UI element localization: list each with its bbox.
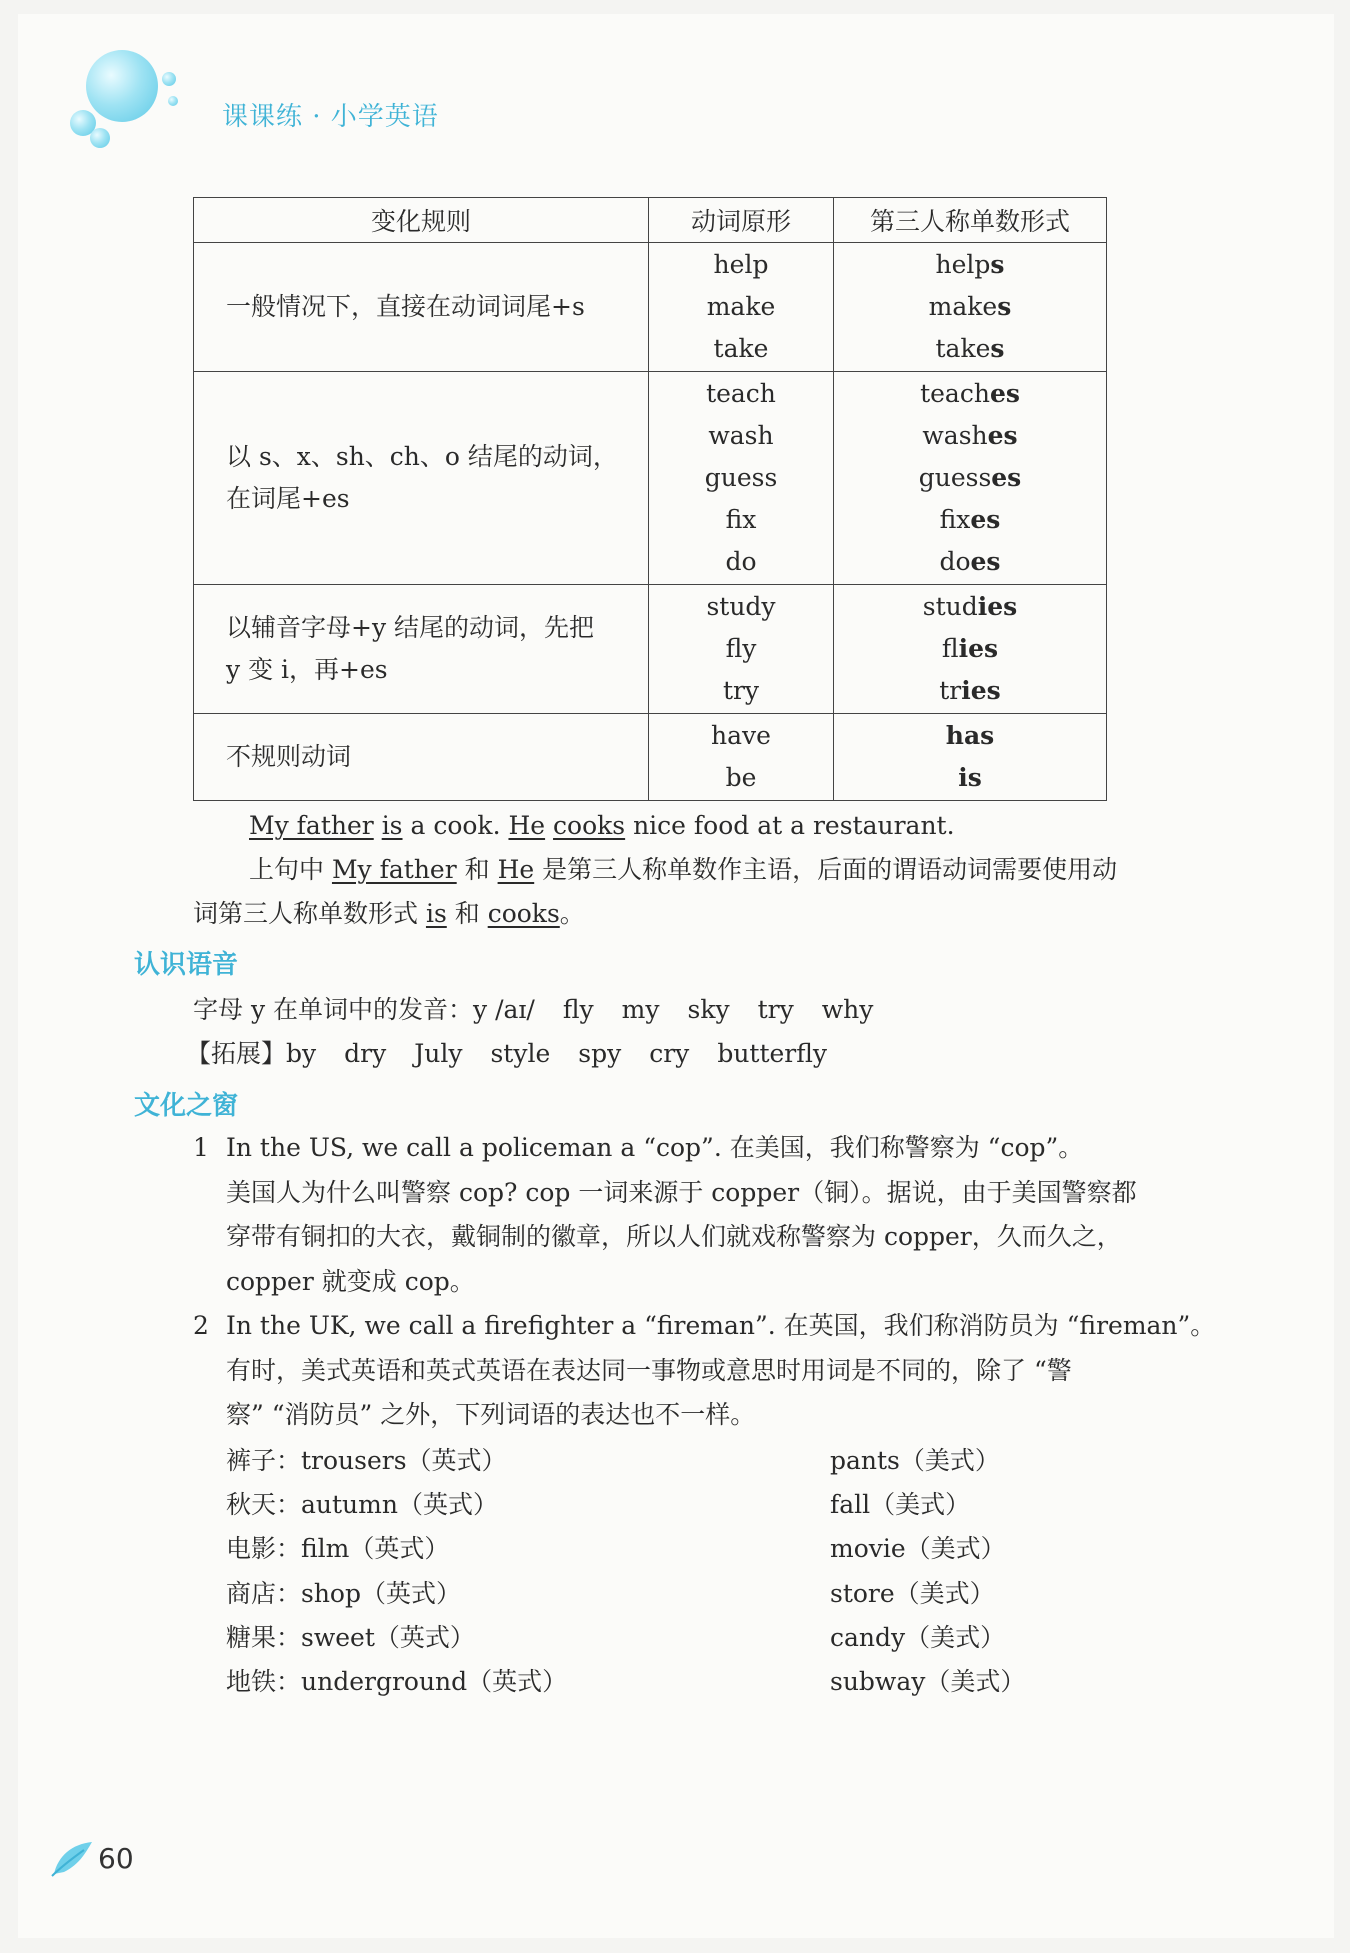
pair-us: store（美式）: [830, 1579, 995, 1608]
pair-uk: 商店：shop（英式）: [226, 1579, 461, 1608]
leaf-icon: [50, 1838, 94, 1878]
pair-uk: 秋天：autumn（英式）: [226, 1490, 498, 1519]
header-third: 第三人称单数形式: [834, 198, 1107, 243]
verb-rules-table: [193, 197, 1107, 801]
pair-uk: 裤子：trousers（英式）: [226, 1446, 507, 1475]
table-row: [194, 585, 1107, 714]
rule-text: 不规则动词: [194, 714, 649, 801]
base-forms: teach wash guess fix do: [649, 372, 834, 585]
base-forms: study fly try: [649, 585, 834, 714]
third-forms: has is: [834, 714, 1107, 801]
rule-text: 以 s、x、sh、ch、o 结尾的动词， 在词尾+es: [194, 372, 649, 585]
example-explanation-line2: 词第三人称单数形式 is 和 cooks。: [193, 899, 585, 928]
pair-us: fall（美式）: [830, 1490, 971, 1519]
section-title-culture: 文化之窗: [134, 1091, 239, 1121]
bubbles-logo-icon: [70, 50, 200, 160]
third-forms: teaches washes guesses fixes does: [834, 372, 1107, 585]
table-header-row: [194, 198, 1107, 243]
pair-us: candy（美式）: [830, 1623, 1006, 1652]
pair-uk: 糖果：sweet（英式）: [226, 1623, 475, 1652]
section-title-pronunciation: 认识语音: [134, 950, 239, 980]
header-rule: 变化规则: [194, 198, 649, 243]
third-forms: studies flies tries: [834, 585, 1107, 714]
header-title: 课课练 · 小学英语: [222, 102, 439, 132]
rule-text: 一般情况下，直接在动词词尾+s: [194, 243, 649, 372]
page-number: 60: [98, 1842, 134, 1875]
example-sentence: My father is a cook. He cooks nice food at a restaurant.: [249, 811, 955, 840]
pair-uk: 地铁：underground（英式）: [226, 1667, 568, 1696]
pair-us: pants（美式）: [830, 1446, 1000, 1475]
pronunciation-line1: 字母 y 在单词中的发音：y /aɪ/ fly my sky try why: [193, 995, 874, 1024]
base-forms: help make take: [649, 243, 834, 372]
table-row: [194, 243, 1107, 372]
pair-us: movie（美式）: [830, 1534, 1006, 1563]
pair-uk: 电影：film（英式）: [226, 1534, 450, 1563]
pronunciation-line2: 【拓展】by dry July style spy cry butterfly: [186, 1039, 828, 1068]
third-forms: helps makes takes: [834, 243, 1107, 372]
example-explanation-line1: 上句中 My father 和 He 是第三人称单数作主语，后面的谓语动词需要使用动: [249, 855, 1118, 884]
base-forms: have be: [649, 714, 834, 801]
rule-text: 以辅音字母+y 结尾的动词，先把 y 变 i，再+es: [194, 585, 649, 714]
table-row: [194, 372, 1107, 585]
pair-us: subway（美式）: [830, 1667, 1026, 1696]
header-base: 动词原形: [649, 198, 834, 243]
table-row: [194, 714, 1107, 801]
